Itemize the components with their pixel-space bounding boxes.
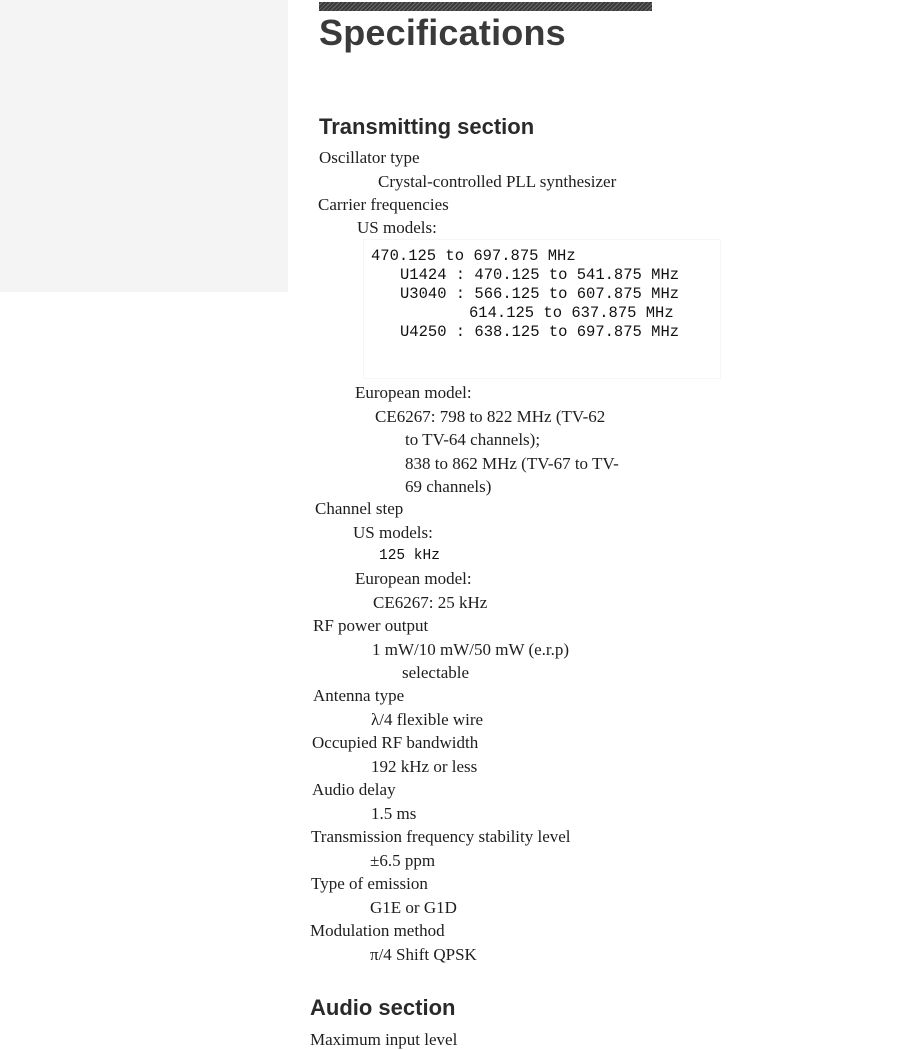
frequency-stability-value: ±6.5 ppm [370,851,436,870]
rf-power-output-value: 1 mW/10 mW/50 mW (e.r.p) [372,640,570,659]
antenna-type-value: λ/4 flexible wire [371,710,484,729]
channel-step-eu-value: CE6267: 25 kHz [373,593,488,612]
frequency-stability-label: Transmission frequency stability level [311,827,571,846]
emission-type-label: Type of emission [311,874,428,893]
max-input-level-label: Maximum input level [310,1030,458,1049]
emission-type-value: G1E or G1D [370,898,457,917]
scan-shade [0,0,288,292]
u4250-frequency: U4250 : 638.125 to 697.875 MHz [400,323,680,341]
channel-step-us-label: US models: [353,523,433,542]
transmitting-section-heading: Transmitting section [319,114,535,139]
channel-step-us-value: 125 kHz [379,548,440,564]
occupied-bandwidth-value: 192 kHz or less [371,757,478,776]
title-rule [319,2,652,11]
carrier-us-models-label: US models: [357,218,437,237]
u1424-frequency: U1424 : 470.125 to 541.875 MHz [400,266,680,284]
ce6267-frequency-line3: 838 to 862 MHz (TV-67 to TV- [405,454,619,473]
channel-step-eu-label: European model: [355,569,472,588]
audio-section-heading: Audio section [310,995,456,1020]
oscillator-type-value: Crystal-controlled PLL synthesizer [378,172,617,191]
rf-power-output-selectable: selectable [402,663,470,682]
rf-power-output-label: RF power output [313,616,429,635]
page-title: Specifications [319,12,566,53]
channel-step-label: Channel step [315,499,404,518]
modulation-method-value: π/4 Shift QPSK [370,945,477,964]
antenna-type-label: Antenna type [313,686,405,705]
ce6267-frequency-line2: to TV-64 channels); [405,430,541,449]
ce6267-frequency-line4: 69 channels) [405,477,492,496]
carrier-frequencies-label: Carrier frequencies [318,195,449,214]
u3040-frequency-a: U3040 : 566.125 to 607.875 MHz [400,285,680,303]
audio-delay-value: 1.5 ms [371,804,417,823]
audio-delay-label: Audio delay [312,780,396,799]
oscillator-type-label: Oscillator type [319,148,420,167]
ce6267-frequency-line1: CE6267: 798 to 822 MHz (TV-62 [375,407,606,426]
us-frequency-range: 470.125 to 697.875 MHz [371,247,576,265]
occupied-bandwidth-label: Occupied RF bandwidth [312,733,479,752]
carrier-european-model-label: European model: [355,383,472,402]
u3040-frequency-b: 614.125 to 637.875 MHz [469,304,674,322]
modulation-method-label: Modulation method [310,921,445,940]
